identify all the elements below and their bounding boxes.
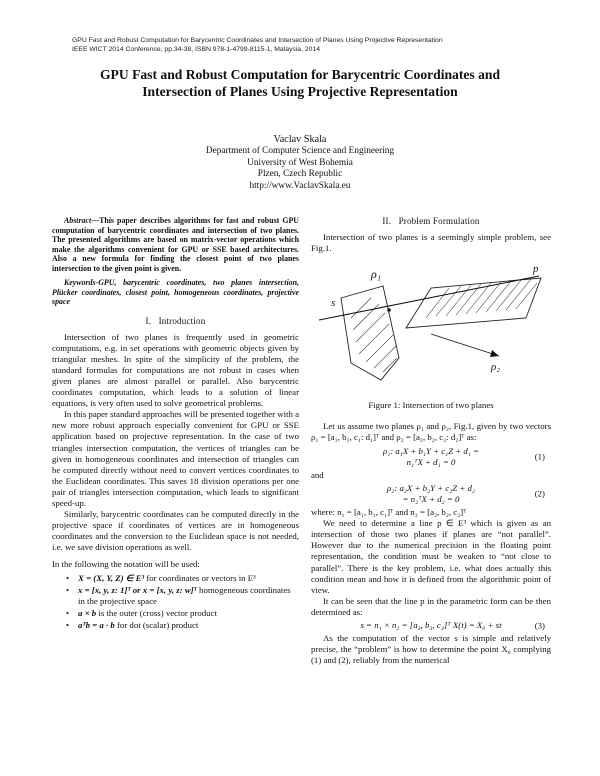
direction-vector-s [431,334,499,356]
intro-paragraph-2: In this paper standard approaches will be presented together with a new more robust approach especially convenient for GPU or SSE application based on projective representation. In the case of two triangles intersection computation, the vertices of triangles can be given in homogeneous coordinates and intersection of triangles can be computed directly without need to convert vertices coordinates to the Euclidean coordinates. This saves 18 division operations per one pair of triangles intersection computation, which leads to significant speed-up. [52,409,299,508]
affiliation-department: Department of Computer Science and Engineering [205,146,395,157]
intro-paragraph-3: Similarly, barycentric coordinates can be computed directly in the projective space if coordinates of vertices are in homogeneous coordinates and the conversion to the Euclidean space is not needed, i.e. we save division operations as well. [52,509,299,553]
point-x0 [387,308,391,312]
equation-1 [311,446,551,468]
notation-item [68,573,299,584]
keywords [52,278,299,307]
equation-1-line-1: ρ₁: a₁X + b₁Y + c₁Z + d₁ = [382,445,480,456]
problem-paragraph-3: We need to determine a line p ∈ E³ which is given as an intersection of those two planes if planes are “not parallel”. However due to the numerical precision in the floating point representation, the condition must be weaken to “not close to parallel”. There is the key problem, i.e. what does actually this condition mean and how it is defined from the algorithmic point of view. [311,518,551,595]
section-number: II. [382,216,392,226]
author-block [150,134,450,192]
problem-paragraph-5: As the computation of the vector s is simple and relatively precise, the “problem” is how to determine the point X₀ complying (1) and (2), reliably from the numerical [311,633,551,666]
label-rho2: ρ₂ [491,361,501,374]
notation-list [52,573,299,631]
header-line-2: IEEE WICT 2014 Conference, pp.34-38, ISBN 978-1-4799-8115-1, Malaysia, 2014 [72,46,320,53]
notation-text: for coordinates or vectors in E³ [144,572,256,583]
keywords-label: Keywords- [64,278,99,287]
notation-item [68,608,299,619]
intersection-line-p [319,276,539,320]
notation-intro: In the following the notation will be used: [52,559,200,570]
problem-paragraph-1: Intersection of two planes is a seemingly simple problem, see Fig.1. [311,232,551,254]
left-column [52,216,299,632]
planes-intersection-drawing [311,258,551,388]
equation-2-line-1: ρ₂: a₂X + b₂Y + c₂Z + d₂ [387,482,475,493]
abstract-text: —This paper describes algorithms for fast and robust GPU computation of barycentric coordinates and intersection of two planes. The presented algorithms are based on matrix-vector operations which make the algorithms convenient for GPU or SSE based architectures. Also a new formula for finding the closest point of two planes intersection to the given point is given. [52,216,299,273]
equation-2-line-2: = n₂ᵀX + d₂ = 0 [402,493,460,504]
where-clause: where: n₁ = [a₁, b₁, c₁]ᵀ and n₂ = [a₂, b₂, c₂]ᵀ [311,507,467,518]
abstract-label: Abstract [64,216,92,225]
notation-text: homogeneous coordinates in the projective space [78,584,291,606]
title-line-1: GPU Fast and Robust Computation for Barycentric Coordinates and [99,67,501,82]
connector-and: and [311,469,324,480]
author-name: Vaclav Skala [273,134,327,145]
vector-arrowhead [490,350,499,357]
running-header [72,36,542,54]
notation-math: aᵀb = a · b [78,619,115,630]
section-title: Problem Formulation [398,216,480,226]
affiliation-university: University of West Bohemia [247,157,353,168]
notation-math: a × b [78,607,97,618]
notation-item [68,585,299,607]
equation-3 [311,620,551,631]
label-rho1: ρ₁ [371,267,381,282]
abstract [52,216,299,273]
author-url: http://www.VaclavSkala.eu [249,180,351,191]
problem-paragraph-4: It can be seen that the line p in the parametric form can be then determined as: [311,595,551,617]
plane-rho2-hatching [426,279,537,318]
equation-3-body: s = n₁ × n₂ = [a₃, b₃, c₃]ᵀ X(t) = X₀ + st [360,619,502,630]
section-heading-introduction [52,316,299,327]
notation-math: X = (X, Y, Z) ∈ E³ [78,572,145,583]
figure-1 [311,258,551,388]
equation-1-line-2: n₁ᵀX + d₁ = 0 [406,456,456,467]
equation-2 [311,483,551,505]
right-column [311,216,551,666]
label-s: s [331,297,336,310]
keywords-text: GPU, barycentric coordinates, two planes intersection, Plücker coordinates, closest point, homogeneous coordinates, projective space [52,278,299,306]
section-title: Introduction [158,315,206,326]
notation-item [68,620,299,631]
equation-number: (3) [534,619,545,630]
figure-caption: Figure 1: Intersection of two planes [368,400,494,411]
section-heading-problem [311,216,551,227]
problem-paragraph-2: Let us assume two planes ρ₁ and ρ₂, Fig.1, given by two vectors ρ₁ = [a₁, b₁, c₁: d₁]ᵀ and ρ₂ = [a₂, b₂, c₂: d₂]ᵀ as: [311,421,551,443]
title-line-2: Intersection of Planes Using Projective Representation [142,84,458,99]
label-p: p [533,263,539,276]
notation-text: is the outer (cross) vector product [96,607,217,618]
equation-number: (1) [534,451,545,462]
affiliation-location: Plzen, Czech Republic [257,169,343,180]
header-line-1: GPU Fast and Robust Computation for Barycentric Coordinates and Intersection of Planes Using Projective Representation [72,37,443,44]
section-number: I. [145,315,152,326]
notation-math: x = [x, y, z: 1]ᵀ or x = [x, y, z: w]ᵀ [78,584,197,595]
equation-number: (2) [534,488,545,499]
intro-paragraph-1: Intersection of two planes is frequently used in geometric computations, e.g. in set operations with geometric objects given by triangular meshes. In spite of the simplicity of the problem, the standard formulas for computations are not robust in cases when given planes are almost parallel or parallel. Also barycentric coordinates computation, which leads to a solution of linear equations, is very often used to solve geometrical problems. [52,331,299,409]
notation-text: for dot (scalar) product [114,619,199,630]
paper-title [60,66,540,100]
plane-rho1-outline [341,286,399,380]
